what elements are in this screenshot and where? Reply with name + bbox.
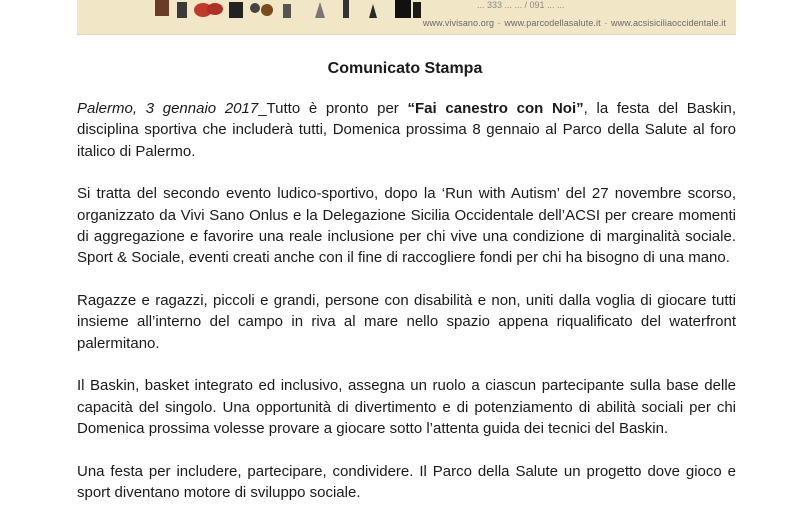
- paragraph: Ragazze e ragazzi, piccoli e grandi, persone con disabilità e non, uniti dalla voglia di giocare tutti insieme all’interno del campo in riva al mare nello spazio appena riqualificato del waterfront palermitano.: [77, 292, 736, 352]
- paragraph-intro: [77, 98, 736, 162]
- paragraph: Il Baskin, basket integrato ed inclusivo, assegna un ruolo a ciascun partecipante sulla base delle capacità del singolo. Una opportunità di divertimento e di potenziamento di abilità sociali per chi Domenica prossima volesse provare a giocare sotto l’attenta guida dei tecnici del Baskin.: [77, 377, 736, 438]
- document-body: [77, 98, 736, 525]
- document-title: Comunicato Stampa: [327, 60, 483, 77]
- dateline: Palermo, 3 gennaio 2017: [77, 100, 259, 117]
- paragraph: Una festa per includere, partecipare, condividere. Il Parco della Salute un progetto dove gioco e sport diventano motore di sviluppo sociale.: [77, 462, 736, 502]
- intro-rest: , la festa del Baskin, disciplina sportiva che includerà tutti, Domenica prossima 8 gennaio al Parco della Salute al foro italico di Palermo.: [77, 100, 736, 160]
- link-separator: -: [495, 18, 504, 28]
- intro-lead: _Tutto è pronto per: [258, 100, 408, 117]
- link-parcodellasalute[interactable]: www.parcodellasalute.it: [504, 18, 601, 28]
- banner-phone: ... 333 ... ... / 091 ... ...: [477, 0, 565, 10]
- link-separator: -: [601, 18, 611, 28]
- link-vivisano[interactable]: www.vivisano.org: [422, 18, 495, 28]
- paragraph: Si tratta del secondo evento ludico-sportivo, dopo la ‘Run with Autism’ del 27 novembre scorso, organizzato da Vivi Sano Onlus e la Delegazione Sicilia Occidentale dell’ACSI per creare momenti di aggregazione e favorire una reale inclusione per chi vive una condizione di marginalità sociale. Sport & Sociale, eventi creati anche con il fine di raccogliere fondi per chi ha bisogno di una mano.: [77, 185, 736, 267]
- event-name: “Fai canestro con Noi”: [407, 100, 584, 117]
- header-banner: [77, 0, 736, 35]
- sport-figures-illustration: [155, 0, 445, 20]
- link-acsi[interactable]: www.acsisiciliaoccidentale.it: [611, 18, 726, 28]
- banner-links: [423, 18, 726, 28]
